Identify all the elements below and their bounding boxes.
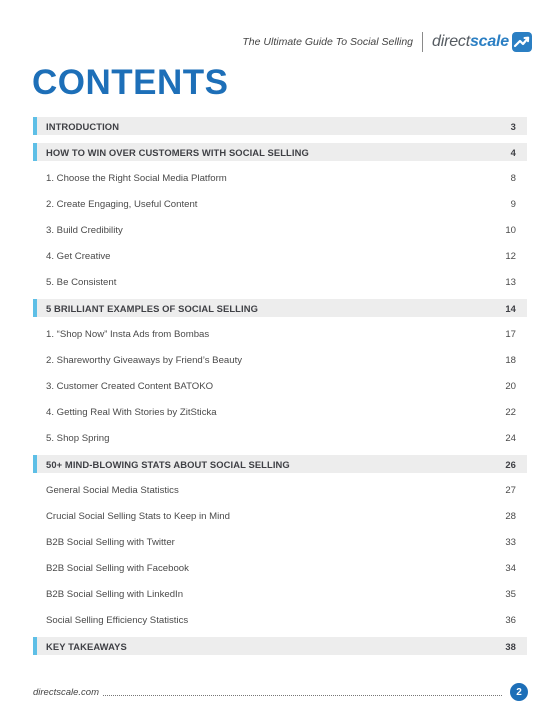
toc-section-row (33, 299, 527, 317)
toc-page-number: 13 (505, 276, 516, 288)
toc-entry-row (33, 273, 527, 291)
toc-entry-row (33, 481, 527, 499)
toc-page-number: 38 (505, 640, 516, 652)
toc-entry-row (33, 611, 527, 629)
toc-entry-row (33, 559, 527, 577)
toc-label: 1. “Shop Now” Insta Ads from Bombas (46, 328, 210, 340)
toc-label: 5 BRILLIANT EXAMPLES OF SOCIAL SELLING (46, 302, 258, 314)
toc-page-number: 22 (505, 406, 516, 418)
toc-label: 1. Choose the Right Social Media Platform (46, 172, 227, 184)
section-accent-bar (33, 637, 37, 655)
section-accent-bar (33, 143, 37, 161)
toc-section-row (33, 143, 527, 161)
toc-entry-row (33, 429, 527, 447)
header-divider (422, 32, 423, 52)
toc-entry-row (33, 325, 527, 343)
toc-label: 4. Getting Real With Stories by ZitSticka (46, 406, 217, 418)
logo-word-direct: direct (432, 33, 470, 50)
toc-page-number: 20 (505, 380, 516, 392)
toc-label: Crucial Social Selling Stats to Keep in Mind (46, 510, 230, 522)
page-title: CONTENTS (32, 63, 229, 102)
toc-section-row (33, 455, 527, 473)
toc-entry-row (33, 351, 527, 369)
toc-entry-row (33, 221, 527, 239)
page-footer (33, 683, 528, 701)
footer-dot-leader (103, 695, 502, 696)
directscale-logo (432, 32, 532, 52)
footer-site: directscale.com (33, 686, 99, 698)
toc-page-number: 4 (510, 146, 516, 158)
section-accent-bar (33, 455, 37, 473)
section-accent-bar (33, 299, 37, 317)
toc-label: 2. Create Engaging, Useful Content (46, 198, 198, 210)
toc-page-number: 9 (510, 198, 516, 210)
guide-title: The Ultimate Guide To Social Selling (242, 36, 414, 48)
trend-arrow-icon (512, 32, 532, 52)
toc-label: 2. Shareworthy Giveaways by Friend’s Beauty (46, 354, 243, 366)
toc-label: INTRODUCTION (46, 120, 120, 132)
toc-page-number: 8 (510, 172, 516, 184)
toc-section-row (33, 117, 527, 135)
toc-label: 50+ MIND-BLOWING STATS ABOUT SOCIAL SELLING (46, 458, 290, 470)
toc-entry-row (33, 507, 527, 525)
toc-page-number: 28 (505, 510, 516, 522)
toc-page-number: 35 (505, 588, 516, 600)
toc-entry-row (33, 377, 527, 395)
toc-page-number: 17 (505, 328, 516, 340)
toc-label: HOW TO WIN OVER CUSTOMERS WITH SOCIAL SELLING (46, 146, 309, 158)
page-header (242, 30, 532, 54)
toc-entry-row (33, 195, 527, 213)
toc-section-row (33, 637, 527, 655)
toc-label: KEY TAKEAWAYS (46, 640, 127, 652)
toc-page-number: 12 (505, 250, 516, 262)
toc-label: 3. Build Credibility (46, 224, 123, 236)
toc-label: 3. Customer Created Content BATOKO (46, 380, 214, 392)
toc-entry-row (33, 585, 527, 603)
toc-page-number: 34 (505, 562, 516, 574)
page-number-badge: 2 (510, 683, 528, 701)
toc-page-number: 27 (505, 484, 516, 496)
toc-page-number: 24 (505, 432, 516, 444)
toc-page-number: 36 (505, 614, 516, 626)
table-of-contents (33, 117, 527, 655)
logo-wordmark (432, 33, 509, 51)
toc-label: B2B Social Selling with Facebook (46, 562, 189, 574)
toc-page-number: 14 (505, 302, 516, 314)
toc-label: 5. Be Consistent (46, 276, 117, 288)
toc-page-number: 3 (510, 120, 516, 132)
toc-label: B2B Social Selling with LinkedIn (46, 588, 184, 600)
toc-page-number: 18 (505, 354, 516, 366)
toc-page-number: 10 (505, 224, 516, 236)
toc-entry-row (33, 247, 527, 265)
toc-label: Social Selling Efficiency Statistics (46, 614, 189, 626)
toc-entry-row (33, 169, 527, 187)
toc-entry-row (33, 533, 527, 551)
logo-word-scale: scale (469, 33, 509, 50)
toc-entry-row (33, 403, 527, 421)
section-accent-bar (33, 117, 37, 135)
toc-page-number: 26 (505, 458, 516, 470)
toc-page-number: 33 (505, 536, 516, 548)
toc-label: 4. Get Creative (46, 250, 111, 262)
toc-label: General Social Media Statistics (46, 484, 179, 496)
toc-label: 5. Shop Spring (46, 432, 110, 444)
toc-label: B2B Social Selling with Twitter (46, 536, 175, 548)
